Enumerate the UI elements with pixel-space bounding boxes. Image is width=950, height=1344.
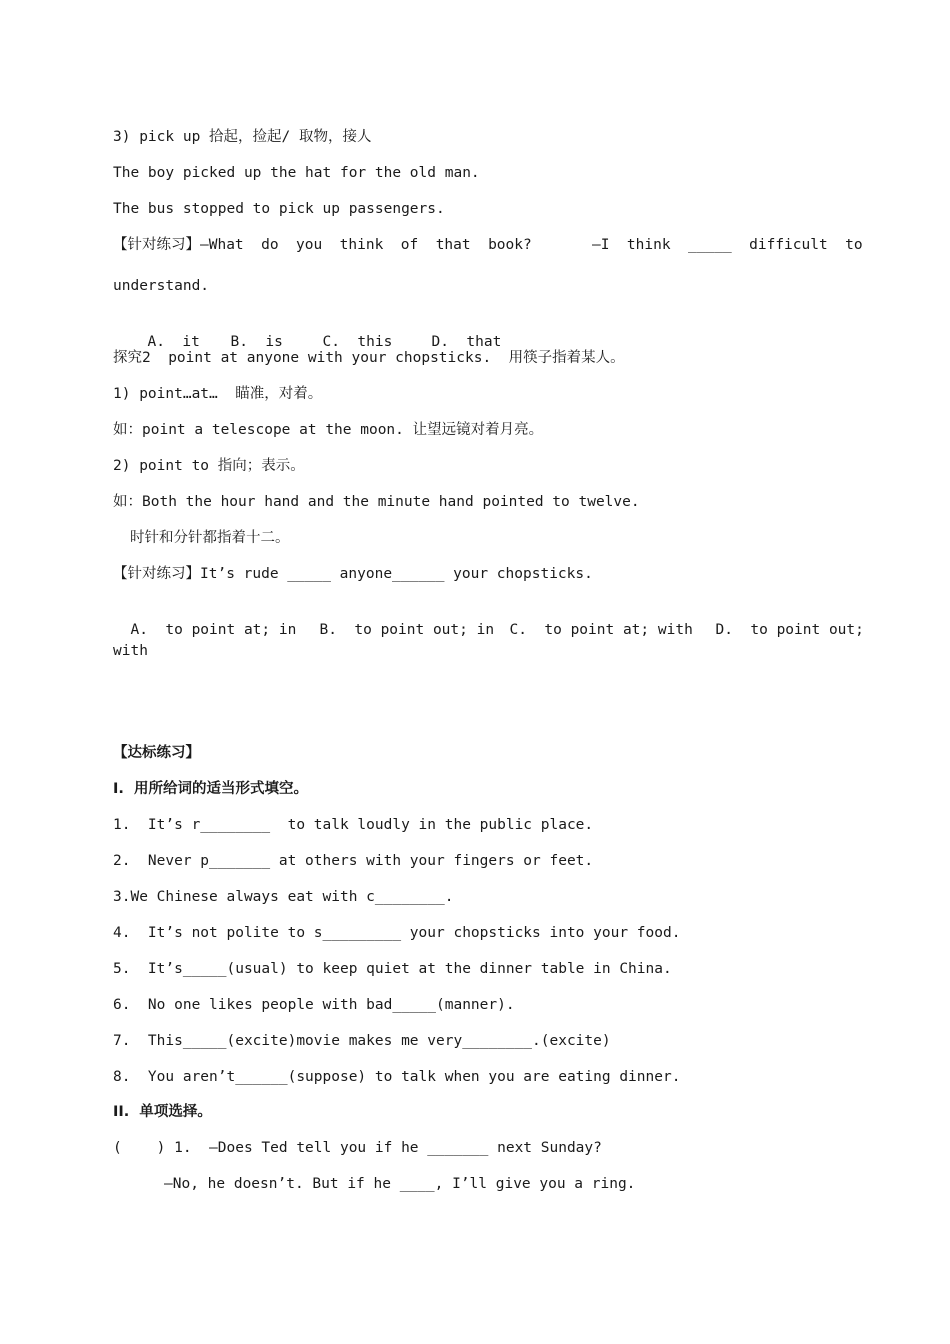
- option-d: D. that: [431, 334, 502, 350]
- choice-question: ( ) 1. —Does Ted tell you if he _______ next Sunday?: [113, 1140, 602, 1156]
- practice-question: 【针对练习】It’s rude _____ anyone______ your chopsticks.: [113, 566, 593, 582]
- option-a: A. it: [147, 334, 200, 350]
- answer-options: [130, 312, 501, 352]
- answer-options: [113, 600, 864, 640]
- part-two-heading: II. 单项选择。: [113, 1104, 212, 1120]
- option-wrap: with: [113, 643, 148, 659]
- option-a: A. to point at; in: [130, 622, 297, 638]
- example-sentence: The boy picked up the hat for the old man.: [113, 165, 480, 181]
- explore-heading: 探究2 point at anyone with your chopsticks. 用筷子指着某人。: [113, 350, 625, 366]
- example-sentence: 如：Both the hour hand and the minute hand pointed to twelve.: [113, 494, 640, 510]
- fill-in-item: 5. It’s_____(usual) to keep quiet at the dinner table in China.: [113, 961, 672, 977]
- usage-line: 1) point…at… 瞄准，对着。: [113, 386, 323, 402]
- practice-question: 【针对练习】—What do you think of that book?: [113, 237, 532, 253]
- option-c: C. to point at; with: [509, 622, 693, 638]
- practice-question-cont: —I think _____ difficult to: [592, 237, 863, 253]
- fill-in-item: 8. You aren’t______(suppose) to talk when you are eating dinner.: [113, 1069, 681, 1085]
- part-one-heading: I. 用所给词的适当形式填空。: [113, 781, 308, 797]
- practice-question-wrap: understand.: [113, 278, 210, 294]
- fill-in-item: 1. It’s r________ to talk loudly in the public place.: [113, 817, 594, 833]
- choice-question-reply: —No, he doesn’t. But if he ____, I’ll give you a ring.: [164, 1176, 636, 1192]
- fill-in-item: 2. Never p_______ at others with your fingers or feet.: [113, 853, 594, 869]
- usage-line: 2) point to 指向；表示。: [113, 458, 305, 474]
- example-sentence: The bus stopped to pick up passengers.: [113, 201, 445, 217]
- option-b: B. to point out; in: [319, 622, 495, 638]
- line-pick-up: 3) pick up 拾起，捡起/ 取物，接人: [113, 129, 372, 145]
- fill-in-item: 7. This_____(excite)movie makes me very________.(excite): [113, 1033, 611, 1049]
- fill-in-item: 3.We Chinese always eat with c________.: [113, 889, 454, 905]
- option-c: C. this: [322, 334, 393, 350]
- option-d: D. to point out;: [715, 622, 864, 638]
- exercise-title: 【达标练习】: [113, 745, 200, 761]
- fill-in-item: 6. No one likes people with bad_____(manner).: [113, 997, 515, 1013]
- translation-line: 时针和分针都指着十二。: [130, 530, 290, 546]
- example-sentence: 如：point a telescope at the moon. 让望远镜对着月亮。: [113, 422, 544, 438]
- option-b: B. is: [230, 334, 283, 350]
- fill-in-item: 4. It’s not polite to s_________ your chopsticks into your food.: [113, 925, 681, 941]
